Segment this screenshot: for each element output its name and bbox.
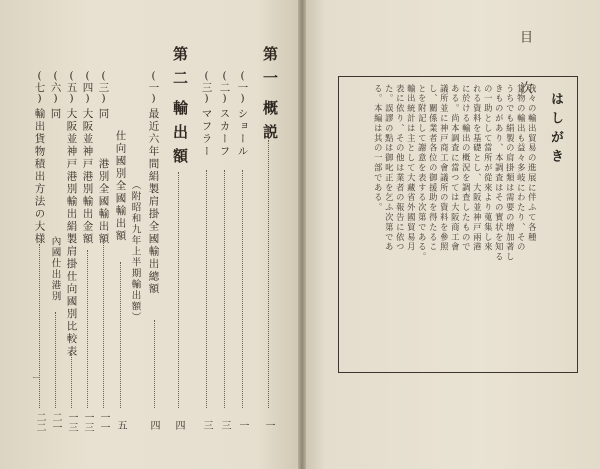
toc-item-page: 五 bbox=[115, 420, 126, 430]
toc-leader-dots bbox=[268, 140, 269, 408]
toc-item-number: (三) bbox=[97, 70, 110, 105]
preface-line: 貨物の輸出も益々多岐にわたり、その bbox=[516, 84, 527, 253]
preface-line: 我々の輸出貿易の進展に伴ふて各種 bbox=[527, 84, 538, 243]
toc-leader-dots bbox=[154, 320, 155, 408]
preface-line: とを附記して謝意を表する次第である。 bbox=[417, 84, 428, 263]
toc-section-2-page: 四 bbox=[173, 420, 184, 430]
toc-item-number: (一) bbox=[236, 70, 249, 105]
preface-title: はしがき bbox=[548, 92, 563, 168]
toc-leader-dots bbox=[120, 262, 121, 408]
preface-line: の一助として當所が從來より蒐集し來 bbox=[483, 84, 494, 253]
toc-leader-dots bbox=[224, 170, 225, 408]
toc-leader-dots bbox=[103, 240, 104, 408]
toc-item-page: 一三 bbox=[82, 412, 93, 432]
toc-item-title: スカーフ bbox=[218, 108, 231, 158]
preface-line: 議所並に神戸商工會議所の資料を參照 bbox=[439, 84, 450, 253]
toc-item-number: (六) bbox=[49, 70, 62, 105]
toc-item-page: 三 bbox=[219, 420, 230, 430]
toc-leader-dots bbox=[87, 250, 88, 408]
toc-item-title: 大阪並神戸港別輸出金額 bbox=[81, 108, 94, 246]
toc-item-note: （附昭和九年上半期輸出額） bbox=[129, 180, 141, 323]
toc-section-1-number: 第一 bbox=[261, 46, 279, 94]
page-mark: ー bbox=[32, 373, 40, 382]
toc-title: 目次 bbox=[517, 30, 532, 132]
book-gutter bbox=[298, 0, 306, 469]
toc-item-title: 同 bbox=[49, 108, 62, 121]
toc-item-title: 同 港別全國輸出額 bbox=[97, 108, 110, 246]
toc-item-note: 內國仕出港別 bbox=[49, 236, 61, 302]
toc-leader-dots bbox=[206, 170, 207, 408]
preface-line: うちでも絹製の肩掛類は需要の增加著し bbox=[505, 84, 516, 263]
preface-line: 輸出統計は主として大藏省外國貿易月 bbox=[406, 84, 417, 253]
toc-item-title: ショール bbox=[236, 108, 249, 158]
preface-line: に於ける輸出の概況を調査したもので bbox=[461, 84, 472, 253]
toc-item-number: (五) bbox=[65, 70, 78, 105]
preface-line: きものがあり、本調査はその實状を知る bbox=[494, 84, 505, 263]
toc-leader-dots bbox=[242, 170, 243, 408]
toc-leader-dots bbox=[39, 244, 40, 408]
toc-item-page: 二一 bbox=[50, 412, 61, 432]
toc-item-number: (二) bbox=[218, 70, 231, 105]
preface-line: し、關係業者各位の御援助を得たるこ bbox=[428, 84, 439, 253]
preface-line: れる資料を基礎とし、大阪並神戸兩港 bbox=[472, 84, 483, 253]
toc-item-page: 四 bbox=[148, 420, 159, 430]
toc-item-page: 三 bbox=[201, 420, 212, 430]
toc-item-page: 二二 bbox=[34, 412, 45, 432]
toc-item-number: (七) bbox=[33, 70, 46, 105]
preface-line: た。誤謬の點は御叱正を乞ふ次第であ bbox=[384, 84, 395, 253]
toc-item-title: 輸出貨物積出方法の大様 bbox=[33, 108, 46, 246]
toc-item-title: 仕向國別全國輸出額 bbox=[114, 130, 127, 243]
toc-leader-dots bbox=[178, 172, 179, 408]
toc-leader-dots bbox=[71, 350, 72, 408]
toc-item-title: 大阪並神戸港別輸出絹製肩掛仕向國別比較表 bbox=[65, 108, 78, 358]
toc-item-page: 一三 bbox=[66, 412, 77, 432]
toc-item-page: 一一 bbox=[98, 412, 109, 432]
preface-line: 表に依り、その他は業者の報告に依つ bbox=[395, 84, 406, 253]
preface-line: る。本編は其の一部である。 bbox=[373, 84, 384, 213]
toc-item-title: 最近六年間絹製肩掛全國輸出總額 bbox=[147, 108, 160, 296]
toc-section-1-page: 一 bbox=[263, 420, 274, 430]
toc-section-2-number: 第二 bbox=[171, 46, 189, 94]
toc-section-1-title: 概説 bbox=[261, 100, 279, 148]
toc-item-number: (三) bbox=[200, 70, 213, 105]
toc-leader-dots bbox=[55, 312, 56, 408]
toc-item-number: (一) bbox=[147, 70, 160, 105]
toc-item-page: 一 bbox=[237, 420, 248, 430]
toc-item-title: マフラー bbox=[200, 108, 213, 158]
toc-item-number: (四) bbox=[81, 70, 94, 105]
toc-section-2-title: 輸出額 bbox=[171, 100, 189, 172]
preface-line: ある。尚本調査に當つては大阪商工會 bbox=[450, 84, 461, 253]
